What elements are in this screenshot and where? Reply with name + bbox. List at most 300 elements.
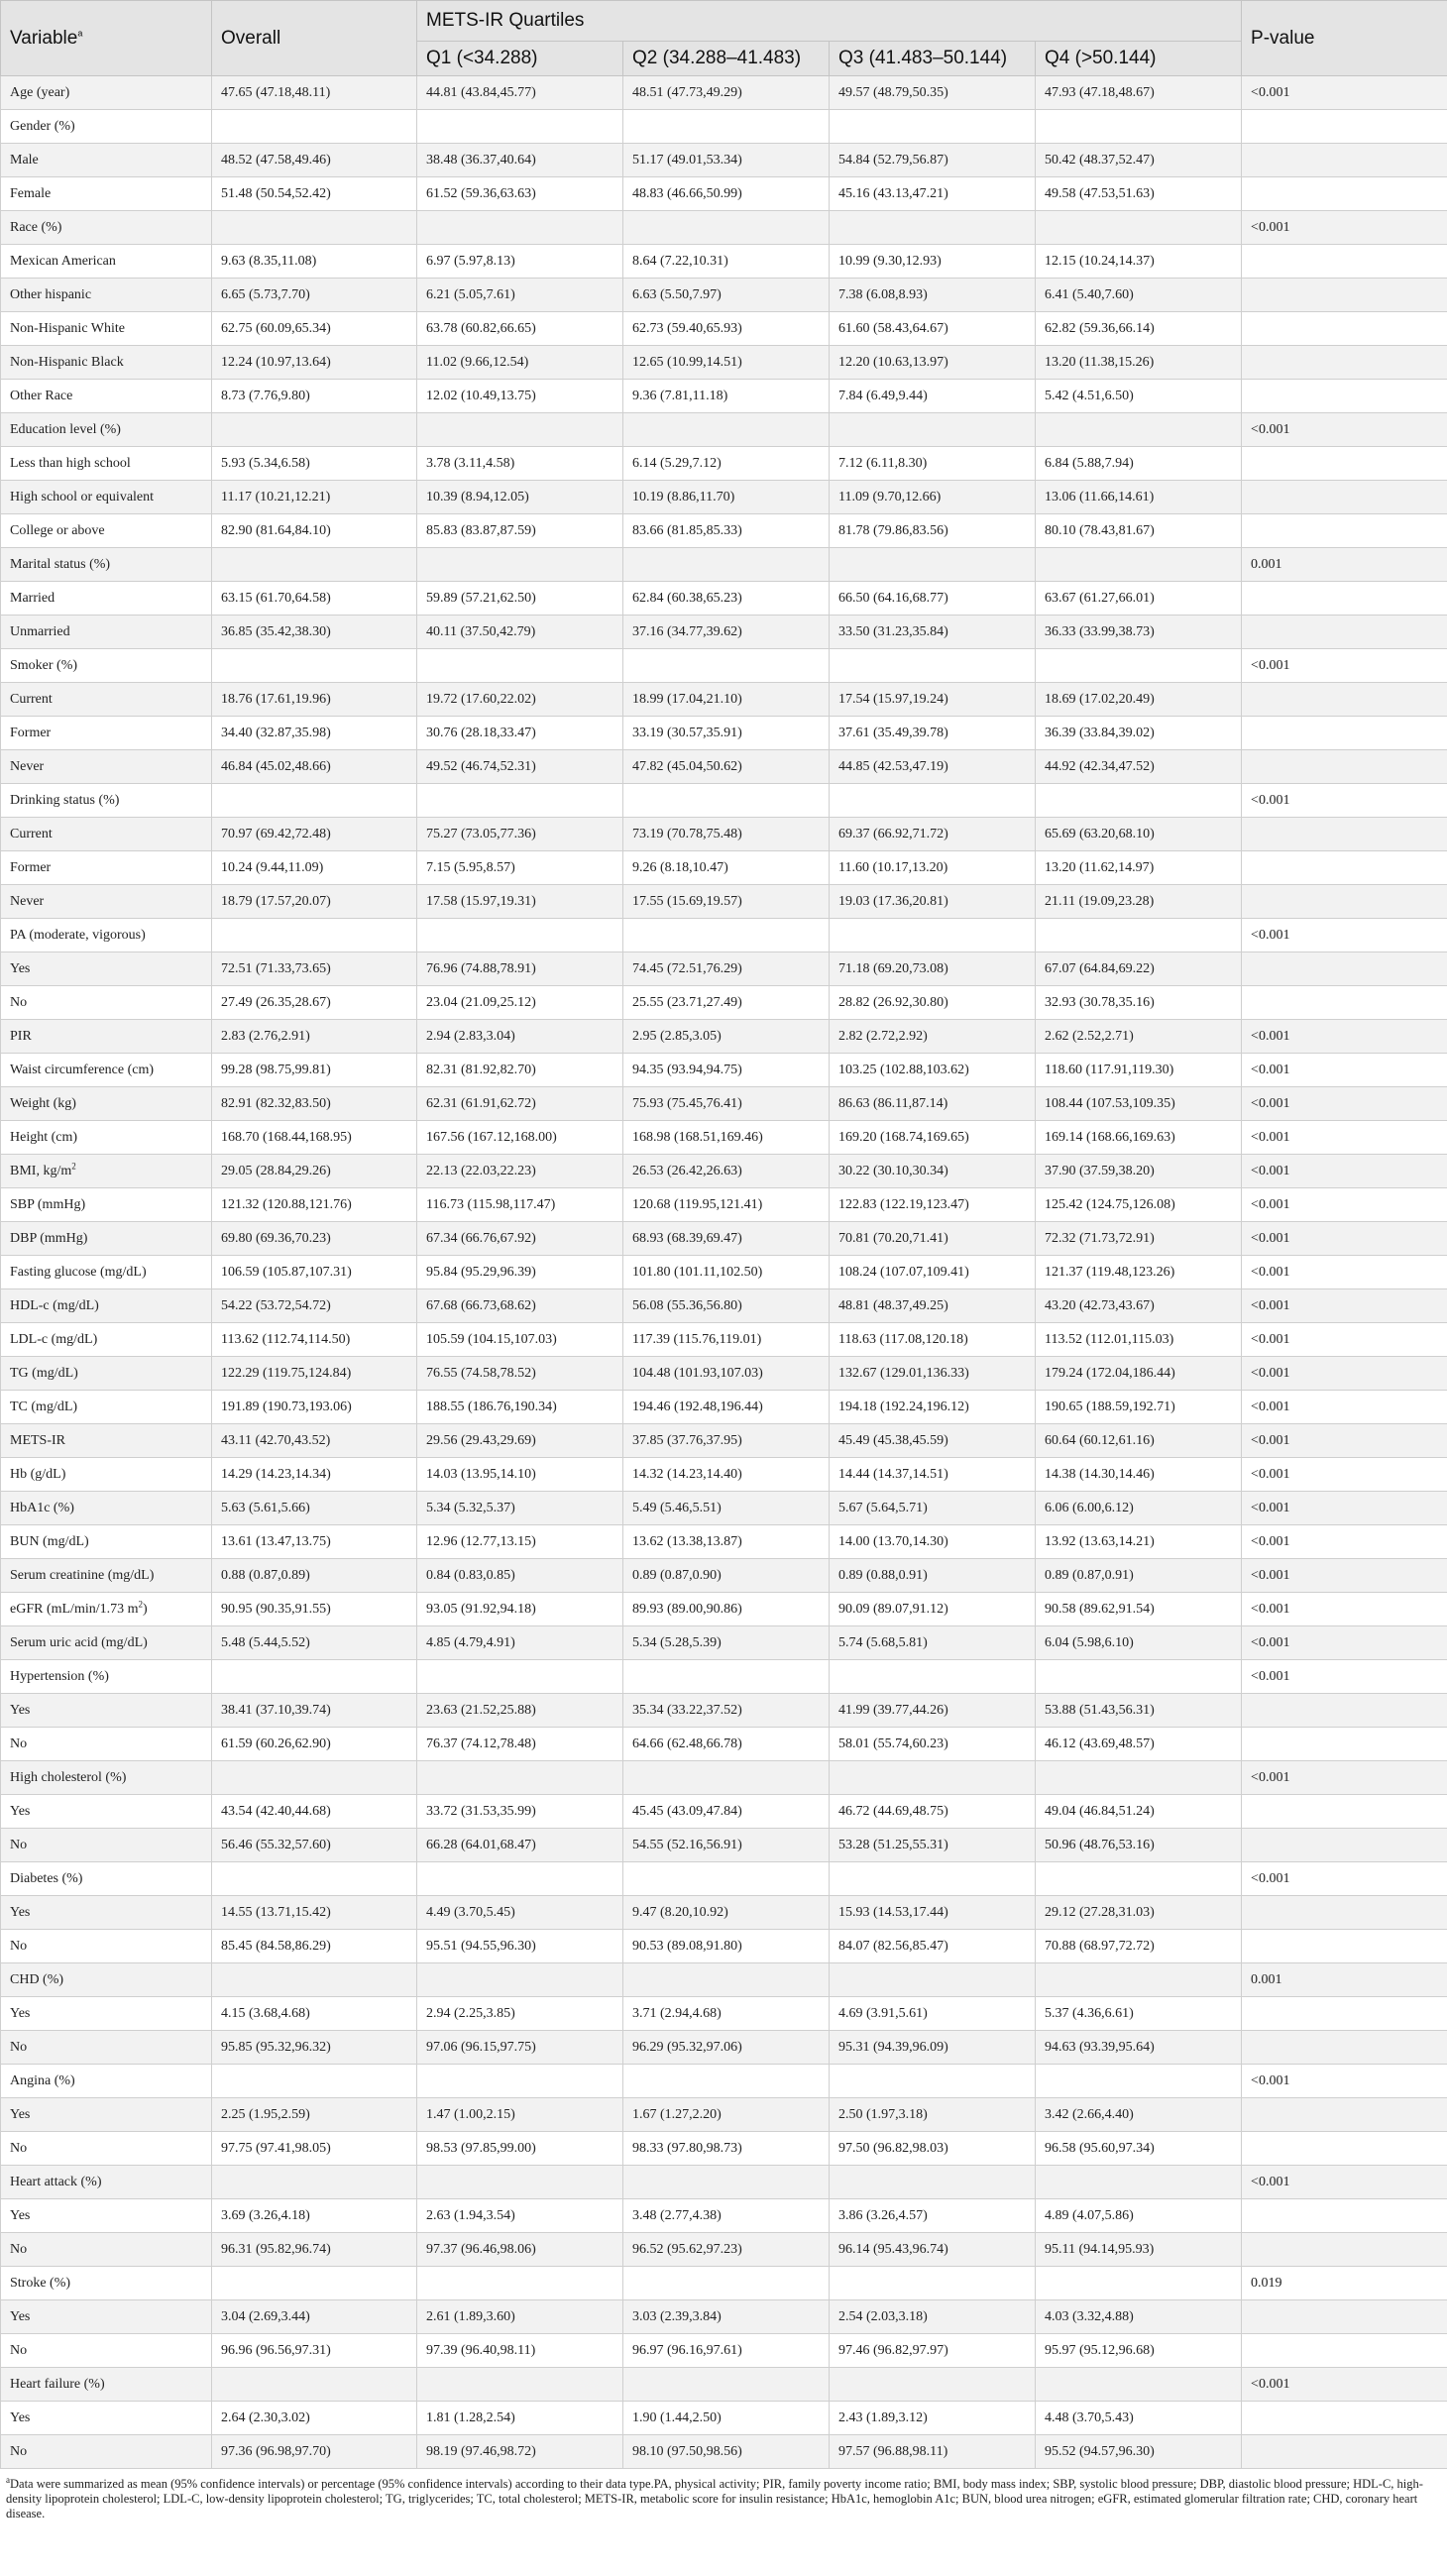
cell-pvalue xyxy=(1242,683,1447,717)
cell-pvalue: 0.019 xyxy=(1242,2267,1447,2300)
table-row xyxy=(1,1930,1447,1963)
cell-q1: 14.03 (13.95,14.10) xyxy=(417,1458,623,1492)
cell-q2 xyxy=(623,1963,830,1997)
cell-q4 xyxy=(1036,110,1242,144)
cell-pvalue xyxy=(1242,2402,1447,2435)
cell-overall: 9.63 (8.35,11.08) xyxy=(212,245,417,279)
cell-pvalue: <0.001 xyxy=(1242,413,1447,447)
cell-q4 xyxy=(1036,2166,1242,2199)
cell-q3: 90.09 (89.07,91.12) xyxy=(830,1593,1036,1626)
cell-q3: 194.18 (192.24,196.12) xyxy=(830,1391,1036,1424)
cell-q4 xyxy=(1036,2065,1242,2098)
cell-pvalue: <0.001 xyxy=(1242,1323,1447,1357)
cell-q4: 50.96 (48.76,53.16) xyxy=(1036,1829,1242,1862)
cell-q1: 188.55 (186.76,190.34) xyxy=(417,1391,623,1424)
cell-q2: 0.89 (0.87,0.90) xyxy=(623,1559,830,1593)
cell-overall: 13.61 (13.47,13.75) xyxy=(212,1525,417,1559)
cell-q1: 2.63 (1.94,3.54) xyxy=(417,2199,623,2233)
table-row xyxy=(1,1862,1447,1896)
cell-q2 xyxy=(623,784,830,818)
table-row xyxy=(1,919,1447,952)
cell-q3: 169.20 (168.74,169.65) xyxy=(830,1121,1036,1155)
cell-q2: 1.67 (1.27,2.20) xyxy=(623,2098,830,2132)
cell-pvalue xyxy=(1242,2098,1447,2132)
cell-q2: 74.45 (72.51,76.29) xyxy=(623,952,830,986)
cell-q4: 53.88 (51.43,56.31) xyxy=(1036,1694,1242,1728)
row-label: Hb (g/dL) xyxy=(1,1458,212,1492)
row-label: College or above xyxy=(1,514,212,548)
cell-overall: 38.41 (37.10,39.74) xyxy=(212,1694,417,1728)
cell-q4 xyxy=(1036,1761,1242,1795)
header-q1: Q1 (<34.288) xyxy=(417,42,623,76)
cell-q4: 5.42 (4.51,6.50) xyxy=(1036,380,1242,413)
cell-q3: 10.99 (9.30,12.93) xyxy=(830,245,1036,279)
table-row xyxy=(1,986,1447,1020)
cell-overall: 43.11 (42.70,43.52) xyxy=(212,1424,417,1458)
cell-q3: 97.50 (96.82,98.03) xyxy=(830,2132,1036,2166)
header-pvalue: P-value xyxy=(1242,1,1447,76)
cell-q3: 14.00 (13.70,14.30) xyxy=(830,1525,1036,1559)
row-label: Current xyxy=(1,818,212,851)
cell-q1: 33.72 (31.53,35.99) xyxy=(417,1795,623,1829)
cell-q4: 36.39 (33.84,39.02) xyxy=(1036,717,1242,750)
cell-q2 xyxy=(623,110,830,144)
cell-pvalue xyxy=(1242,1728,1447,1761)
cell-q2: 68.93 (68.39,69.47) xyxy=(623,1222,830,1256)
cell-q2: 73.19 (70.78,75.48) xyxy=(623,818,830,851)
cell-q4: 5.37 (4.36,6.61) xyxy=(1036,1997,1242,2031)
table-footnote xyxy=(0,2469,1447,2521)
table-row xyxy=(1,2199,1447,2233)
cell-q2: 14.32 (14.23,14.40) xyxy=(623,1458,830,1492)
cell-overall: 99.28 (98.75,99.81) xyxy=(212,1054,417,1087)
cell-q3: 66.50 (64.16,68.77) xyxy=(830,582,1036,616)
table-row xyxy=(1,110,1447,144)
cell-overall: 69.80 (69.36,70.23) xyxy=(212,1222,417,1256)
table-row xyxy=(1,1795,1447,1829)
table-row xyxy=(1,2031,1447,2065)
cell-q2 xyxy=(623,2166,830,2199)
cell-overall: 63.15 (61.70,64.58) xyxy=(212,582,417,616)
cell-q1: 98.19 (97.46,98.72) xyxy=(417,2435,623,2469)
cell-q4: 80.10 (78.43,81.67) xyxy=(1036,514,1242,548)
cell-q2 xyxy=(623,1862,830,1896)
cell-overall xyxy=(212,649,417,683)
cell-pvalue xyxy=(1242,818,1447,851)
cell-q4: 108.44 (107.53,109.35) xyxy=(1036,1087,1242,1121)
cell-pvalue xyxy=(1242,2300,1447,2334)
cell-q2: 6.63 (5.50,7.97) xyxy=(623,279,830,312)
cell-overall: 96.31 (95.82,96.74) xyxy=(212,2233,417,2267)
cell-pvalue: <0.001 xyxy=(1242,2368,1447,2402)
cell-q2 xyxy=(623,1761,830,1795)
cell-q3: 122.83 (122.19,123.47) xyxy=(830,1188,1036,1222)
cell-q1: 4.85 (4.79,4.91) xyxy=(417,1626,623,1660)
header-q2: Q2 (34.288–41.483) xyxy=(623,42,830,76)
cell-q2 xyxy=(623,649,830,683)
table-row xyxy=(1,1323,1447,1357)
cell-overall xyxy=(212,784,417,818)
cell-q3 xyxy=(830,919,1036,952)
row-label: Stroke (%) xyxy=(1,2267,212,2300)
cell-q3: 11.09 (9.70,12.66) xyxy=(830,481,1036,514)
row-label: Diabetes (%) xyxy=(1,1862,212,1896)
row-label: LDL-c (mg/dL) xyxy=(1,1323,212,1357)
cell-overall: 4.15 (3.68,4.68) xyxy=(212,1997,417,2031)
table-row xyxy=(1,177,1447,211)
cell-q1: 116.73 (115.98,117.47) xyxy=(417,1188,623,1222)
cell-q4: 43.20 (42.73,43.67) xyxy=(1036,1289,1242,1323)
cell-overall: 113.62 (112.74,114.50) xyxy=(212,1323,417,1357)
cell-overall: 10.24 (9.44,11.09) xyxy=(212,851,417,885)
table-row xyxy=(1,481,1447,514)
table-row xyxy=(1,1829,1447,1862)
table-row xyxy=(1,1997,1447,2031)
cell-q2: 3.48 (2.77,4.38) xyxy=(623,2199,830,2233)
cell-q1 xyxy=(417,1660,623,1694)
row-label: Yes xyxy=(1,1997,212,2031)
cell-pvalue: <0.001 xyxy=(1242,1155,1447,1188)
cell-q2: 5.34 (5.28,5.39) xyxy=(623,1626,830,1660)
cell-overall: 14.29 (14.23,14.34) xyxy=(212,1458,417,1492)
cell-overall: 97.75 (97.41,98.05) xyxy=(212,2132,417,2166)
cell-q4: 95.11 (94.14,95.93) xyxy=(1036,2233,1242,2267)
cell-overall: 12.24 (10.97,13.64) xyxy=(212,346,417,380)
row-label: No xyxy=(1,2031,212,2065)
row-label: eGFR (mL/min/1.73 $m^2$) xyxy=(1,1593,212,1626)
cell-q4: 179.24 (172.04,186.44) xyxy=(1036,1357,1242,1391)
row-label: No xyxy=(1,2435,212,2469)
row-label: PIR xyxy=(1,1020,212,1054)
cell-q4: 113.52 (112.01,115.03) xyxy=(1036,1323,1242,1357)
cell-pvalue xyxy=(1242,514,1447,548)
cell-q1 xyxy=(417,110,623,144)
cell-q2 xyxy=(623,2368,830,2402)
cell-q1: 2.94 (2.83,3.04) xyxy=(417,1020,623,1054)
cell-q4: 3.42 (2.66,4.40) xyxy=(1036,2098,1242,2132)
table-row xyxy=(1,1289,1447,1323)
cell-q1: 1.47 (1.00,2.15) xyxy=(417,2098,623,2132)
cell-pvalue xyxy=(1242,2435,1447,2469)
cell-q3: 86.63 (86.11,87.14) xyxy=(830,1087,1036,1121)
cell-q4: 72.32 (71.73,72.91) xyxy=(1036,1222,1242,1256)
cell-pvalue xyxy=(1242,177,1447,211)
cell-q1: 95.51 (94.55,96.30) xyxy=(417,1930,623,1963)
table-row xyxy=(1,413,1447,447)
cell-pvalue: <0.001 xyxy=(1242,1492,1447,1525)
cell-q4: 47.93 (47.18,48.67) xyxy=(1036,76,1242,110)
cell-q1: 44.81 (43.84,45.77) xyxy=(417,76,623,110)
row-label: Never xyxy=(1,750,212,784)
cell-q1: 11.02 (9.66,12.54) xyxy=(417,346,623,380)
row-label: SBP (mmHg) xyxy=(1,1188,212,1222)
table-row xyxy=(1,1020,1447,1054)
cell-q3: 7.84 (6.49,9.44) xyxy=(830,380,1036,413)
table-row xyxy=(1,1728,1447,1761)
cell-q1: 97.39 (96.40,98.11) xyxy=(417,2334,623,2368)
cell-pvalue xyxy=(1242,312,1447,346)
table-row xyxy=(1,1087,1447,1121)
cell-pvalue xyxy=(1242,1829,1447,1862)
row-label: Female xyxy=(1,177,212,211)
cell-q3: 3.86 (3.26,4.57) xyxy=(830,2199,1036,2233)
cell-q2: 64.66 (62.48,66.78) xyxy=(623,1728,830,1761)
row-label: Heart attack (%) xyxy=(1,2166,212,2199)
cell-q3: 45.16 (43.13,47.21) xyxy=(830,177,1036,211)
row-label: Less than high school xyxy=(1,447,212,481)
cell-overall xyxy=(212,413,417,447)
cell-pvalue xyxy=(1242,2233,1447,2267)
cell-q4: 14.38 (14.30,14.46) xyxy=(1036,1458,1242,1492)
cell-q3: 30.22 (30.10,30.34) xyxy=(830,1155,1036,1188)
cell-pvalue: <0.001 xyxy=(1242,1020,1447,1054)
cell-q4: 49.04 (46.84,51.24) xyxy=(1036,1795,1242,1829)
cell-q2: 37.85 (37.76,37.95) xyxy=(623,1424,830,1458)
cell-q4: 63.67 (61.27,66.01) xyxy=(1036,582,1242,616)
cell-overall: 47.65 (47.18,48.11) xyxy=(212,76,417,110)
cell-overall: 2.64 (2.30,3.02) xyxy=(212,2402,417,2435)
cell-q3 xyxy=(830,2166,1036,2199)
cell-q2: 96.29 (95.32,97.06) xyxy=(623,2031,830,2065)
header-overall: Overall xyxy=(212,1,417,76)
cell-q3: 17.54 (15.97,19.24) xyxy=(830,683,1036,717)
table-row xyxy=(1,1694,1447,1728)
cell-q1: 76.37 (74.12,78.48) xyxy=(417,1728,623,1761)
row-label: Hypertension (%) xyxy=(1,1660,212,1694)
row-label: Current xyxy=(1,683,212,717)
cell-q1: 66.28 (64.01,68.47) xyxy=(417,1829,623,1862)
row-label: No xyxy=(1,2334,212,2368)
cell-q3: 14.44 (14.37,14.51) xyxy=(830,1458,1036,1492)
cell-overall: 46.84 (45.02,48.66) xyxy=(212,750,417,784)
cell-overall: 97.36 (96.98,97.70) xyxy=(212,2435,417,2469)
cell-overall: 70.97 (69.42,72.48) xyxy=(212,818,417,851)
cell-overall xyxy=(212,1761,417,1795)
cell-q3: 70.81 (70.20,71.41) xyxy=(830,1222,1036,1256)
cell-q2: 120.68 (119.95,121.41) xyxy=(623,1188,830,1222)
cell-pvalue xyxy=(1242,2132,1447,2166)
cell-q1 xyxy=(417,2368,623,2402)
table-row xyxy=(1,1761,1447,1795)
cell-q4 xyxy=(1036,1660,1242,1694)
table-row xyxy=(1,2098,1447,2132)
cell-pvalue: <0.001 xyxy=(1242,1761,1447,1795)
cell-pvalue: <0.001 xyxy=(1242,1087,1447,1121)
cell-overall: 5.48 (5.44,5.52) xyxy=(212,1626,417,1660)
cell-q1: 85.83 (83.87,87.59) xyxy=(417,514,623,548)
cell-q1: 10.39 (8.94,12.05) xyxy=(417,481,623,514)
table-row xyxy=(1,1660,1447,1694)
cell-q2: 117.39 (115.76,119.01) xyxy=(623,1323,830,1357)
cell-pvalue xyxy=(1242,2199,1447,2233)
cell-pvalue xyxy=(1242,1795,1447,1829)
cell-q2: 8.64 (7.22,10.31) xyxy=(623,245,830,279)
cell-pvalue xyxy=(1242,986,1447,1020)
table-row xyxy=(1,2233,1447,2267)
cell-q2: 168.98 (168.51,169.46) xyxy=(623,1121,830,1155)
cell-q3 xyxy=(830,2267,1036,2300)
cell-q3: 54.84 (52.79,56.87) xyxy=(830,144,1036,177)
cell-q1: 67.34 (66.76,67.92) xyxy=(417,1222,623,1256)
cell-q4 xyxy=(1036,413,1242,447)
cell-pvalue xyxy=(1242,481,1447,514)
cell-q3: 81.78 (79.86,83.56) xyxy=(830,514,1036,548)
cell-q4: 36.33 (33.99,38.73) xyxy=(1036,616,1242,649)
cell-q4: 32.93 (30.78,35.16) xyxy=(1036,986,1242,1020)
cell-pvalue xyxy=(1242,952,1447,986)
cell-q2: 12.65 (10.99,14.51) xyxy=(623,346,830,380)
cell-pvalue: <0.001 xyxy=(1242,1424,1447,1458)
cell-overall: 5.93 (5.34,6.58) xyxy=(212,447,417,481)
row-label: High cholesterol (%) xyxy=(1,1761,212,1795)
cell-q3 xyxy=(830,2368,1036,2402)
cell-pvalue xyxy=(1242,346,1447,380)
cell-q3: 5.67 (5.64,5.71) xyxy=(830,1492,1036,1525)
cell-q1: 6.21 (5.05,7.61) xyxy=(417,279,623,312)
cell-q2: 17.55 (15.69,19.57) xyxy=(623,885,830,919)
row-label: Serum uric acid (mg/dL) xyxy=(1,1626,212,1660)
cell-overall: 36.85 (35.42,38.30) xyxy=(212,616,417,649)
cell-pvalue: <0.001 xyxy=(1242,1593,1447,1626)
cell-overall: 54.22 (53.72,54.72) xyxy=(212,1289,417,1323)
cell-q4 xyxy=(1036,919,1242,952)
table-row xyxy=(1,144,1447,177)
cell-q1: 59.89 (57.21,62.50) xyxy=(417,582,623,616)
cell-q3: 96.14 (95.43,96.74) xyxy=(830,2233,1036,2267)
cell-q4: 90.58 (89.62,91.54) xyxy=(1036,1593,1242,1626)
row-label: TC (mg/dL) xyxy=(1,1391,212,1424)
cell-q2: 9.26 (8.18,10.47) xyxy=(623,851,830,885)
cell-q4: 18.69 (17.02,20.49) xyxy=(1036,683,1242,717)
cell-pvalue: <0.001 xyxy=(1242,1660,1447,1694)
cell-q3: 61.60 (58.43,64.67) xyxy=(830,312,1036,346)
cell-pvalue: <0.001 xyxy=(1242,1559,1447,1593)
cell-q2 xyxy=(623,1660,830,1694)
cell-pvalue: <0.001 xyxy=(1242,1862,1447,1896)
cell-q3 xyxy=(830,1862,1036,1896)
cell-q2: 83.66 (81.85,85.33) xyxy=(623,514,830,548)
table-row xyxy=(1,885,1447,919)
row-label: CHD (%) xyxy=(1,1963,212,1997)
cell-overall: 48.52 (47.58,49.46) xyxy=(212,144,417,177)
cell-q1: 17.58 (15.97,19.31) xyxy=(417,885,623,919)
table-row xyxy=(1,1357,1447,1391)
table-row xyxy=(1,514,1447,548)
row-label: Non-Hispanic White xyxy=(1,312,212,346)
table-row xyxy=(1,211,1447,245)
cell-q2: 101.80 (101.11,102.50) xyxy=(623,1256,830,1289)
cell-q2: 37.16 (34.77,39.62) xyxy=(623,616,830,649)
cell-q1: 76.96 (74.88,78.91) xyxy=(417,952,623,986)
table-row xyxy=(1,245,1447,279)
cell-pvalue: <0.001 xyxy=(1242,1188,1447,1222)
cell-overall: 168.70 (168.44,168.95) xyxy=(212,1121,417,1155)
row-label: No xyxy=(1,1930,212,1963)
cell-pvalue: <0.001 xyxy=(1242,919,1447,952)
cell-q3: 84.07 (82.56,85.47) xyxy=(830,1930,1036,1963)
cell-q4: 50.42 (48.37,52.47) xyxy=(1036,144,1242,177)
cell-pvalue: <0.001 xyxy=(1242,649,1447,683)
table-row xyxy=(1,616,1447,649)
cell-q4: 13.20 (11.38,15.26) xyxy=(1036,346,1242,380)
cell-q4: 4.48 (3.70,5.43) xyxy=(1036,2402,1242,2435)
cell-q3: 41.99 (39.77,44.26) xyxy=(830,1694,1036,1728)
cell-q1: 19.72 (17.60,22.02) xyxy=(417,683,623,717)
header-quartile-group: METS-IR Quartiles xyxy=(417,1,1242,42)
table-row xyxy=(1,1896,1447,1930)
cell-q3: 2.50 (1.97,3.18) xyxy=(830,2098,1036,2132)
cell-q4: 96.58 (95.60,97.34) xyxy=(1036,2132,1242,2166)
cell-q3: 97.46 (96.82,97.97) xyxy=(830,2334,1036,2368)
cell-q1: 67.68 (66.73,68.62) xyxy=(417,1289,623,1323)
row-label: Height (cm) xyxy=(1,1121,212,1155)
row-label: Drinking status (%) xyxy=(1,784,212,818)
cell-q4: 21.11 (19.09,23.28) xyxy=(1036,885,1242,919)
row-label: Non-Hispanic Black xyxy=(1,346,212,380)
cell-pvalue xyxy=(1242,144,1447,177)
cell-q1: 98.53 (97.85,99.00) xyxy=(417,2132,623,2166)
cell-q4 xyxy=(1036,211,1242,245)
cell-q1 xyxy=(417,2166,623,2199)
cell-pvalue xyxy=(1242,1896,1447,1930)
cell-pvalue xyxy=(1242,2334,1447,2368)
cell-q1: 12.02 (10.49,13.75) xyxy=(417,380,623,413)
table-row xyxy=(1,1256,1447,1289)
row-label: Never xyxy=(1,885,212,919)
cell-q2 xyxy=(623,548,830,582)
table-row xyxy=(1,2132,1447,2166)
cell-q2: 35.34 (33.22,37.52) xyxy=(623,1694,830,1728)
table-row xyxy=(1,1963,1447,1997)
cell-q4: 29.12 (27.28,31.03) xyxy=(1036,1896,1242,1930)
cell-q2 xyxy=(623,919,830,952)
cell-q4: 2.62 (2.52,2.71) xyxy=(1036,1020,1242,1054)
cell-q3: 45.49 (45.38,45.59) xyxy=(830,1424,1036,1458)
cell-q1: 3.78 (3.11,4.58) xyxy=(417,447,623,481)
cell-overall xyxy=(212,548,417,582)
cell-q3: 132.67 (129.01,136.33) xyxy=(830,1357,1036,1391)
cell-q2: 54.55 (52.16,56.91) xyxy=(623,1829,830,1862)
cell-q3: 69.37 (66.92,71.72) xyxy=(830,818,1036,851)
row-label: PA (moderate, vigorous) xyxy=(1,919,212,952)
cell-q2: 9.36 (7.81,11.18) xyxy=(623,380,830,413)
cell-q2: 56.08 (55.36,56.80) xyxy=(623,1289,830,1323)
cell-q2: 48.83 (46.66,50.99) xyxy=(623,177,830,211)
cell-overall: 14.55 (13.71,15.42) xyxy=(212,1896,417,1930)
cell-q3: 118.63 (117.08,120.18) xyxy=(830,1323,1036,1357)
row-label: Marital status (%) xyxy=(1,548,212,582)
row-label: Yes xyxy=(1,952,212,986)
cell-q4: 6.41 (5.40,7.60) xyxy=(1036,279,1242,312)
cell-q3 xyxy=(830,2065,1036,2098)
cell-overall xyxy=(212,919,417,952)
cell-pvalue: <0.001 xyxy=(1242,211,1447,245)
row-label: Former xyxy=(1,717,212,750)
cell-q4: 37.90 (37.59,38.20) xyxy=(1036,1155,1242,1188)
table-row xyxy=(1,1155,1447,1188)
cell-q1: 22.13 (22.03,22.23) xyxy=(417,1155,623,1188)
cell-q4: 6.84 (5.88,7.94) xyxy=(1036,447,1242,481)
cell-q1 xyxy=(417,649,623,683)
cell-q1 xyxy=(417,2065,623,2098)
cell-q1 xyxy=(417,1862,623,1896)
row-label: No xyxy=(1,1829,212,1862)
cell-q2: 98.10 (97.50,98.56) xyxy=(623,2435,830,2469)
row-label: Mexican American xyxy=(1,245,212,279)
cell-q2: 2.95 (2.85,3.05) xyxy=(623,1020,830,1054)
table-row xyxy=(1,952,1447,986)
cell-pvalue: <0.001 xyxy=(1242,1121,1447,1155)
